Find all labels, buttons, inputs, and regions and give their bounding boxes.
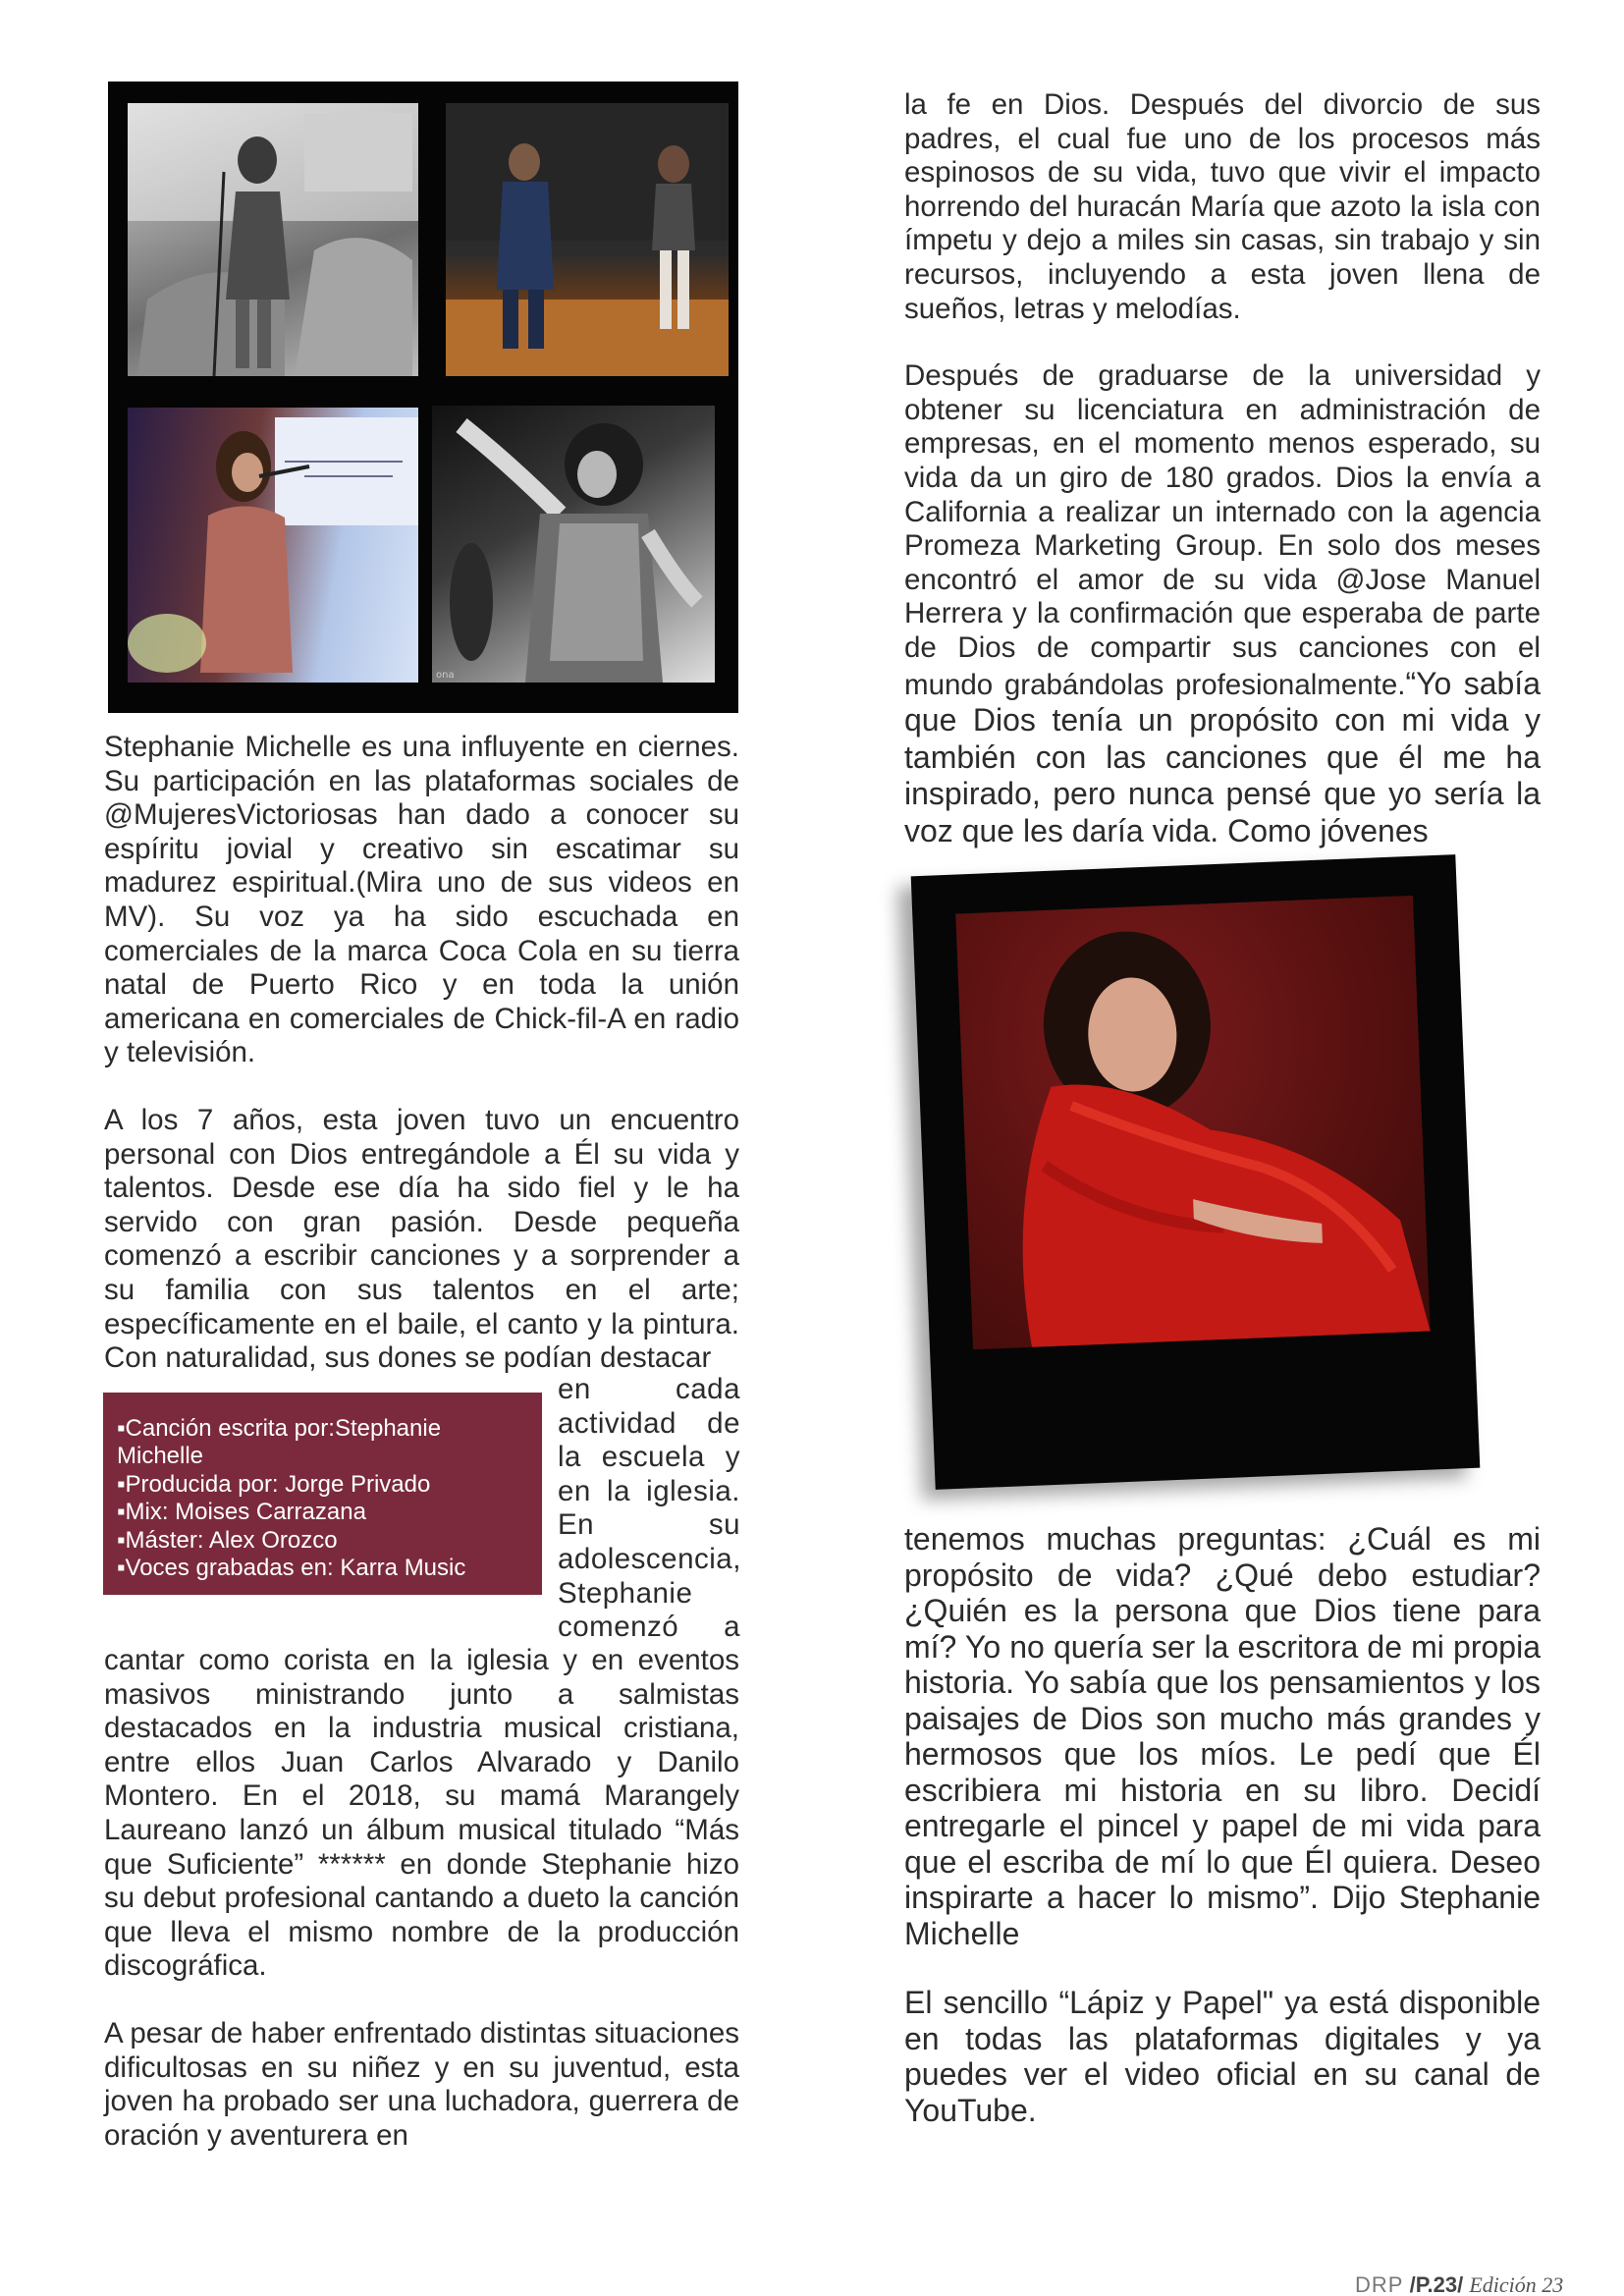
paragraph-intro: Stephanie Michelle es una influyente en ciernes. Su participación en las plataformas sociales de @MujeresVictoriosas han dado a conocer su espíritu jovial y creativo sin escatimar su madurez espiritual.(Mira uno de sus videos en MV). Su voz ya ha sido escuchada en comerciales de la marca Coca Cola en su tierra natal de Puerto Rico y en toda la unión americana en comerciales de Chick-fil-A en radio y televisión. <box>104 731 739 1069</box>
credits-list <box>117 1415 528 1582</box>
portrait-photo-red-dress <box>955 896 1430 1349</box>
quote-start: “Yo sabía que Dios tenía un propósito con mi vida y también con las canciones que él me ha inspirado, pero nunca pensé que yo sería la voz que les daría vida. Como jóvenes <box>904 665 1541 848</box>
paragraph-faith: la fe en Dios. Después del divorcio de sus padres, el cual fue uno de los procesos más espinosos de su vida, tuvo que vivir el impacto horrendo del huracán María que azoto la isla con ímpetu y dejo a miles sin casas, sin trabajo y sin recursos, incluyendo a esta joven llena de sueños, letras y melodías. <box>904 88 1541 325</box>
photo-girl-singing-bw <box>128 103 418 376</box>
credit-master: ▪Máster: Alex Orozco <box>117 1526 338 1554</box>
credit-producer: ▪Producida por: Jorge Privado <box>117 1470 431 1498</box>
footer-page-number: /P.23/ <box>1409 2272 1464 2296</box>
photo-dancing-woman-bw <box>432 406 715 683</box>
paragraph-side-wrap: en cada actividad de la escuela y en la iglesia. En su adolescencia, Stephanie comenzó a <box>558 1373 741 1644</box>
song-credits-box <box>103 1393 542 1595</box>
left-column-bottom <box>104 1644 739 2153</box>
photo-stage-duet <box>446 103 729 376</box>
photo-collage <box>108 82 738 713</box>
paragraph-adversity: A pesar de haber enfrentado distintas situaciones dificultosas en su niñez y en su juventud, esta joven ha probado ser una luchadora, guerrera de oración y aventurera en <box>104 2016 739 2152</box>
page-footer <box>1355 2272 1563 2296</box>
left-column-side-text <box>558 1373 740 1645</box>
quote-continuation: tenemos muchas preguntas: ¿Cuál es mi propósito de vida? ¿Qué debo estudiar? ¿Quién es la persona que Dios tiene para mí? Yo no quería ser la escritora de mi propia historia. Yo sabía que los pensamientos y los paisajes de Dios son mucho más grandes y hermosos que los míos. Le pedí que Él escribiera mi historia en su libro. Decidí entregarle el pincel y papel de mi vida para que el escriba de mí lo que Él quiera. Deseo inspirarte a hacer lo mismo”. Dijo Stephanie Michelle <box>904 1521 1541 1951</box>
footer-brand: DRP <box>1355 2272 1404 2296</box>
paragraph-graduation-text: Después de graduarse de la universidad y obtener su licenciatura en administración de empresas, en el momento menos esperado, su vida da un giro de 180 grados. Dios la envía a California a realizar un internado con la agencia Promeza Marketing Group. En solo dos meses encontró el amor de su vida @Jose Manuel Herrera y la confirmación que esperaba de parte de Dios de compartir sus canciones con el mundo grabándolas profesionalmente. <box>904 359 1541 701</box>
right-column-top <box>904 88 1541 849</box>
credit-mix: ▪Mix: Moises Carrazana <box>117 1499 366 1526</box>
credit-writer: ▪Canción escrita por:Stephanie Michelle <box>117 1415 442 1470</box>
left-column-top <box>104 731 739 1376</box>
photo-singer-microphone <box>128 408 418 683</box>
paragraph-graduation <box>904 359 1541 849</box>
credit-recording: ▪Voces grabadas en: Karra Music <box>117 1555 466 1582</box>
photo-caption: ona <box>436 670 455 681</box>
right-column-bottom <box>904 1521 1541 2128</box>
paragraph-ministry: cantar como corista en la iglesia y en eventos masivos ministrando junto a salmistas destacados en la industria musical cristiana, entre ellos Juan Carlos Alvarado y Danilo Montero. En el 2018, su mamá Marangely Laureano lanzó un álbum musical titulado “Más que Suficiente” ****** en donde Stephanie hizo su debut profesional cantando a dueto la canción que lleva el mismo nombre de la producción discográfica. <box>104 1644 739 1983</box>
portrait-polaroid <box>911 854 1481 1490</box>
paragraph-single-release: El sencillo “Lápiz y Papel" ya está disponible en todas las plataformas digitales y ya puedes ver el video oficial en su canal de YouTube. <box>904 1985 1541 2128</box>
paragraph-childhood: A los 7 años, esta joven tuvo un encuentro personal con Dios entregándole a Él su vida y talentos. Desde ese día ha sido fiel y le ha servido con gran pasión. Desde pequeña comenzó a escribir canciones y a sorprender a su familia con sus talentos en el arte; específicamente en el baile, el canto y la pintura. Con naturalidad, sus dones se podían destacar <box>104 1103 739 1375</box>
footer-edition: Edición 23 <box>1469 2272 1564 2296</box>
